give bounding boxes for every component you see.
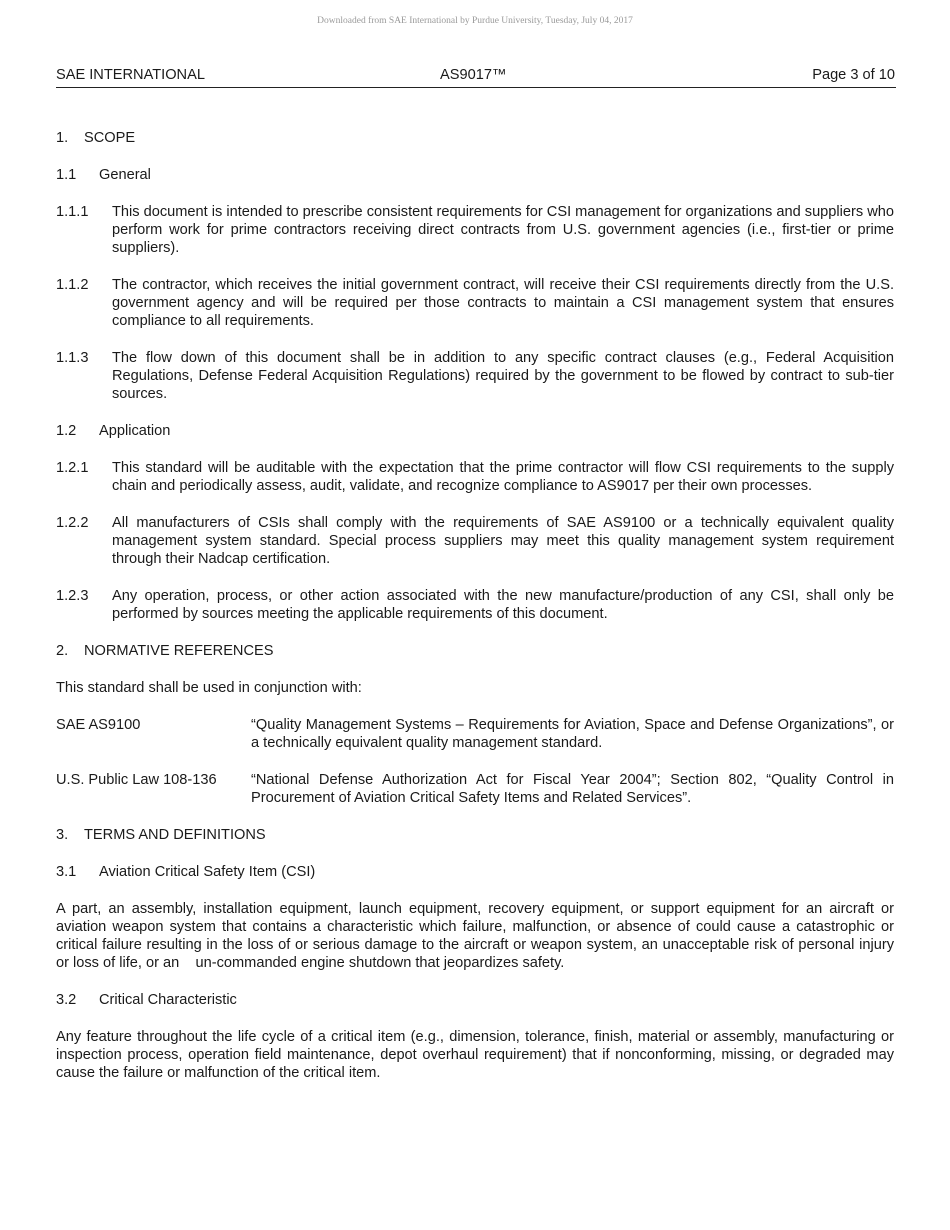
paragraph-text: All manufacturers of CSIs shall comply with the requirements of SAE AS9100 or a technically equivalent quality management system standard. Special process suppliers may meet this quality management system requirement through their Nadcap certification. — [112, 515, 894, 567]
reference-item — [56, 771, 894, 807]
subsection-heading-critical-characteristic — [56, 991, 894, 1009]
section-heading-scope — [56, 129, 894, 147]
paragraph-text: This standard will be auditable with the expectation that the prime contractor will flow CSI requirements to the supply chain and periodically assess, audit, validate, and recognize compliance to AS9017 per their own processes. — [112, 460, 894, 494]
subsection-title: Aviation Critical Safety Item (CSI) — [99, 864, 316, 880]
paragraph-1-1-1 — [56, 203, 894, 257]
paragraph-1-2-2 — [56, 514, 894, 568]
paragraph-number: 1.1.2 — [56, 277, 89, 293]
subsection-title: General — [99, 167, 151, 183]
paragraph-text: Any operation, process, or other action associated with the new manufacture/production of any CSI, shall only be performed by sources meeting the applicable requirements of this document. — [112, 588, 894, 622]
paragraph-1-2-3 — [56, 587, 894, 623]
paragraph-number: 1.2.3 — [56, 588, 89, 604]
section-title: TERMS AND DEFINITIONS — [84, 827, 266, 843]
subsection-number: 1.2 — [56, 423, 77, 439]
subsection-heading-general — [56, 166, 894, 184]
header-document-id: AS9017™ — [440, 67, 507, 83]
paragraph-number: 1.1.1 — [56, 204, 89, 220]
reference-description: “National Defense Authorization Act for Fiscal Year 2004”; Section 802, “Quality Control in Procurement of Aviation Critical Safety Items and Related Services”. — [251, 772, 894, 806]
section-number: 3. — [56, 827, 69, 843]
section-number: 2. — [56, 643, 69, 659]
reference-description: “Quality Management Systems – Requirements for Aviation, Space and Defense Organizations”, or a technically equivalent quality management standard. — [251, 717, 894, 751]
reference-item — [56, 716, 894, 752]
subsection-title: Application — [99, 423, 171, 439]
subsection-number: 1.1 — [56, 167, 77, 183]
subsection-heading-csi — [56, 863, 894, 881]
reference-key: U.S. Public Law 108-136 — [56, 772, 217, 788]
section-title: SCOPE — [84, 130, 136, 146]
subsection-heading-application — [56, 422, 894, 440]
header-organization: SAE INTERNATIONAL — [56, 67, 205, 83]
section-number: 1. — [56, 130, 69, 146]
paragraph-number: 1.2.1 — [56, 460, 89, 476]
paragraph-number: 1.1.3 — [56, 350, 89, 366]
reference-key: SAE AS9100 — [56, 717, 141, 733]
paragraph-text: The flow down of this document shall be in addition to any specific contract clauses (e.g., Federal Acquisition Regulations, Defense Federal Acquisition Regulations) required by the government to be flowed by contract to sub-tier sources. — [112, 350, 894, 402]
paragraph-number: 1.2.2 — [56, 515, 89, 531]
references-intro: This standard shall be used in conjunction with: — [56, 680, 362, 696]
section-title: NORMATIVE REFERENCES — [84, 643, 274, 659]
download-banner: Downloaded from SAE International by Purdue University, Tuesday, July 04, 2017 — [317, 16, 633, 26]
subsection-number: 3.1 — [56, 864, 77, 880]
paragraph-1-1-3 — [56, 349, 894, 403]
section-heading-normative-references — [56, 642, 894, 660]
section-heading-terms — [56, 826, 894, 844]
paragraph-text: The contractor, which receives the initial government contract, will receive their CSI requirements directly from the U.S. government agency and will be required per those contracts to maintain a CSI management system that ensures compliance to all requirements. — [112, 277, 894, 329]
paragraph-1-1-2 — [56, 276, 894, 330]
subsection-number: 3.2 — [56, 992, 77, 1008]
paragraph-text: This document is intended to prescribe consistent requirements for CSI management for organizations and suppliers who perform work for prime contractors receiving direct contracts from U.S. government agencies (i.e., first-tier or prime suppliers). — [112, 204, 894, 256]
subsection-title: Critical Characteristic — [99, 992, 237, 1008]
definition-critical-characteristic: Any feature throughout the life cycle of a critical item (e.g., dimension, tolerance, finish, material or assembly, manufacturing or inspection process, operation field maintenance, depot overhaul requirement) that if nonconforming, missing, or degraded may cause the failure or malfunction of the critical item. — [56, 1029, 894, 1081]
definition-csi: A part, an assembly, installation equipment, launch equipment, recovery equipment, or support equipment for an aircraft or aviation weapon system that contains a characteristic which failure, malfunction, or absence of could cause a catastrophic or critical failure resulting in the loss of or serious damage to the aircraft or weapon system, an unacceptable risk of personal injury or loss of life, or an un-commanded engine shutdown that jeopardizes safety. — [56, 901, 899, 971]
header-page-number: Page 3 of 10 — [812, 67, 895, 83]
document-body — [56, 129, 899, 1101]
page-header — [56, 67, 896, 88]
paragraph-1-2-1 — [56, 459, 894, 495]
